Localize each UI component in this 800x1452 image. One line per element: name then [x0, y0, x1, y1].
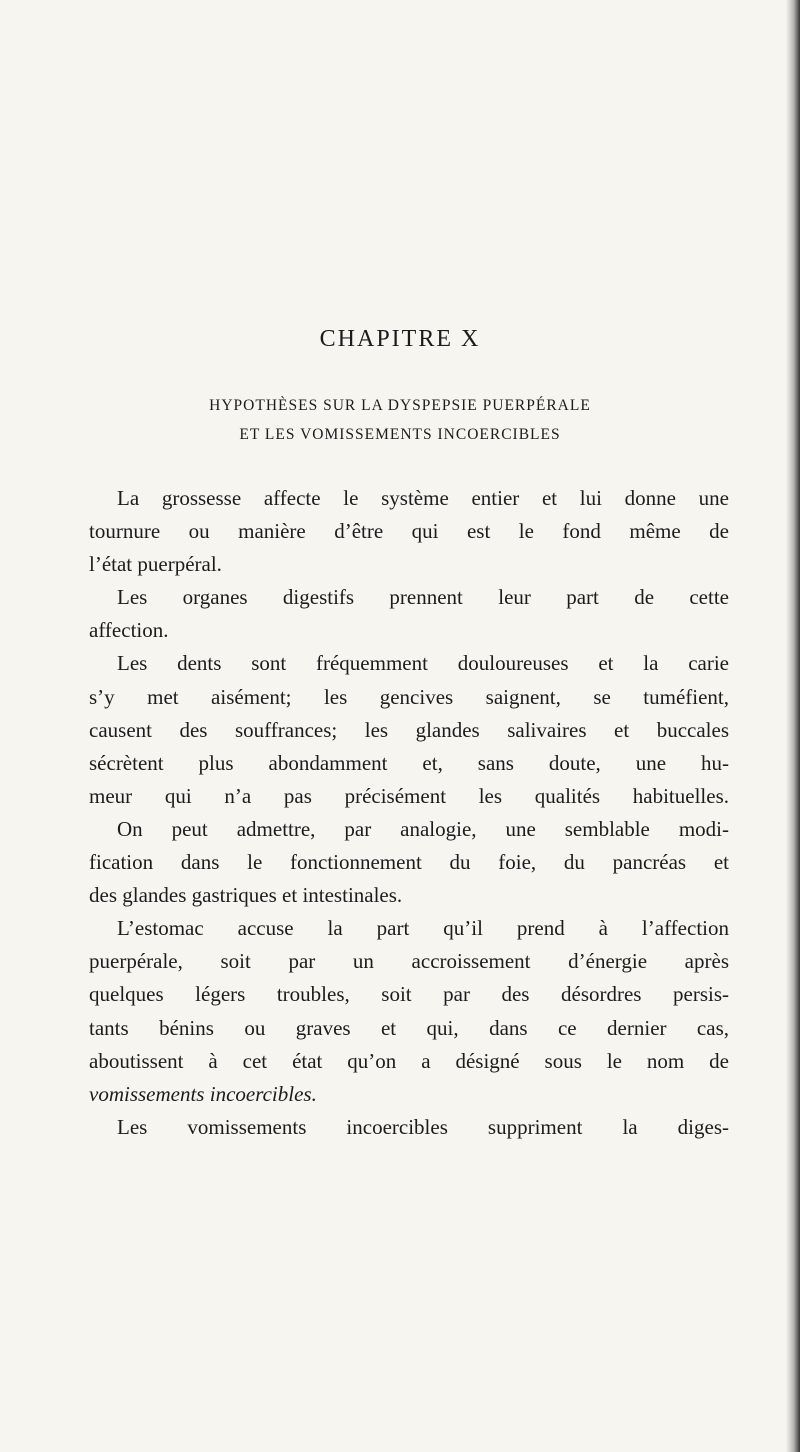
chapter-title: CHAPITRE X	[319, 326, 481, 352]
text-line: causent des souffrances; les glandes salivaires et buccales	[89, 717, 729, 742]
chapter-subtitle-line-1: HYPOTHÈSES SUR LA DYSPEPSIE PUERPÉRALE	[209, 397, 591, 414]
text-line: On peut admettre, par analogie, une semblable modi-	[117, 816, 729, 841]
text-line: quelques légers troubles, soit par des désordres persis-	[89, 982, 729, 1007]
text-line: sécrètent plus abondamment et, sans doute, une hu-	[89, 750, 729, 775]
chapter-subtitle-line-2: ET LES VOMISSEMENTS INCOERCIBLES	[239, 426, 561, 443]
text-line: puerpérale, soit par un accroissement d’énergie après	[89, 949, 729, 974]
text-line: l’état puerpéral.	[89, 552, 222, 577]
text-line: La grossesse affecte le système entier et lui donne une	[117, 486, 729, 510]
text-line: Les vomissements incoercibles suppriment la diges-	[117, 1114, 729, 1139]
text-line: affection.	[89, 618, 169, 643]
text-line-italic: vomissements incoercibles.	[89, 1081, 317, 1106]
body-text	[89, 482, 729, 1144]
text-line: meur qui n’a pas précisément les qualités habituelles.	[89, 783, 729, 808]
text-line: fication dans le fonctionnement du foie, du pancréas et	[89, 850, 729, 875]
text-line: tournure ou manière d’être qui est le fond même de	[89, 519, 729, 544]
text-line: aboutissent à cet état qu’on a désigné sous le nom de	[89, 1048, 729, 1073]
text-line: L’estomac accuse la part qu’il prend à l’affection	[117, 916, 729, 941]
page-edge-shadow	[786, 0, 800, 1452]
text-line: s’y met aisément; les gencives saignent, se tuméfient,	[89, 684, 729, 709]
text-line: tants bénins ou graves et qui, dans ce dernier cas,	[89, 1015, 729, 1040]
text-line: Les dents sont fréquemment douloureuses et la carie	[117, 651, 729, 676]
text-line: des glandes gastriques et intestinales.	[89, 883, 403, 908]
text-line: Les organes digestifs prennent leur part de cette	[117, 585, 729, 610]
